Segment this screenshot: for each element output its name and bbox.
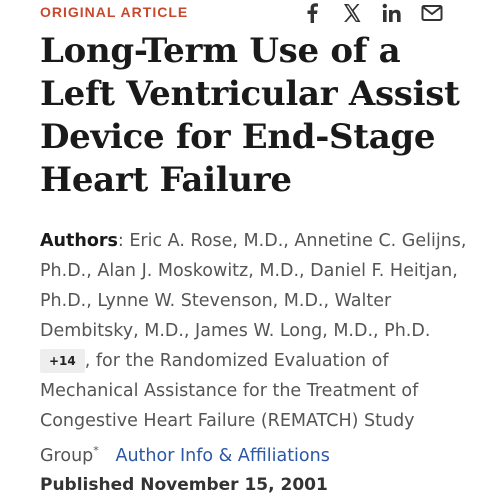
author-info-affiliations-link[interactable]: Author Info & Affiliations bbox=[115, 445, 330, 466]
article-title: Long-Term Use of a Left Ventricular Assist Device for End-Stage Heart Failure bbox=[40, 31, 460, 200]
group-footnote-mark: * bbox=[93, 444, 99, 457]
facebook-icon[interactable] bbox=[301, 2, 323, 24]
authors-label: Authors bbox=[40, 231, 118, 251]
share-icons bbox=[301, 0, 443, 26]
x-icon[interactable] bbox=[341, 2, 363, 24]
study-group-text: , for the Randomized Evaluation of Mechanical Assistance for the Treatment of Congestive Heart Failure (REMATCH) Study Group bbox=[40, 351, 419, 466]
authors-block: Authors: Eric A. Rose, M.D., Annetine C. Gelijns, Ph.D., Alan J. Moskowitz, M.D., Daniel F. Heitjan, Ph.D., Lynne W. Stevenson, M.D., Walter Dembitsky, M.D., James W. Long, M.D., Ph.D. +14 , for the Randomized Evaluation of Mechanical Assistance for the Treatment of Congestive Heart Failure (REMATCH) Study Group* Author Info & Affiliations bbox=[40, 231, 467, 466]
article-type-tag: ORIGINAL ARTICLE bbox=[40, 4, 189, 20]
authors-list: Eric A. Rose, M.D., Annetine C. Gelijns, Ph.D., Alan J. Moskowitz, M.D., Daniel F. Heitjan, Ph.D., Lynne W. Stevenson, M.D., Walter Dembitsky, M.D., James W. Long, M.D., Ph.D. bbox=[40, 231, 467, 341]
published-date: Published November 15, 2001 bbox=[40, 475, 328, 495]
article-header-bar bbox=[0, 0, 485, 28]
more-authors-button[interactable]: +14 bbox=[40, 349, 85, 373]
linkedin-icon[interactable] bbox=[381, 2, 403, 24]
email-icon[interactable] bbox=[421, 2, 443, 24]
